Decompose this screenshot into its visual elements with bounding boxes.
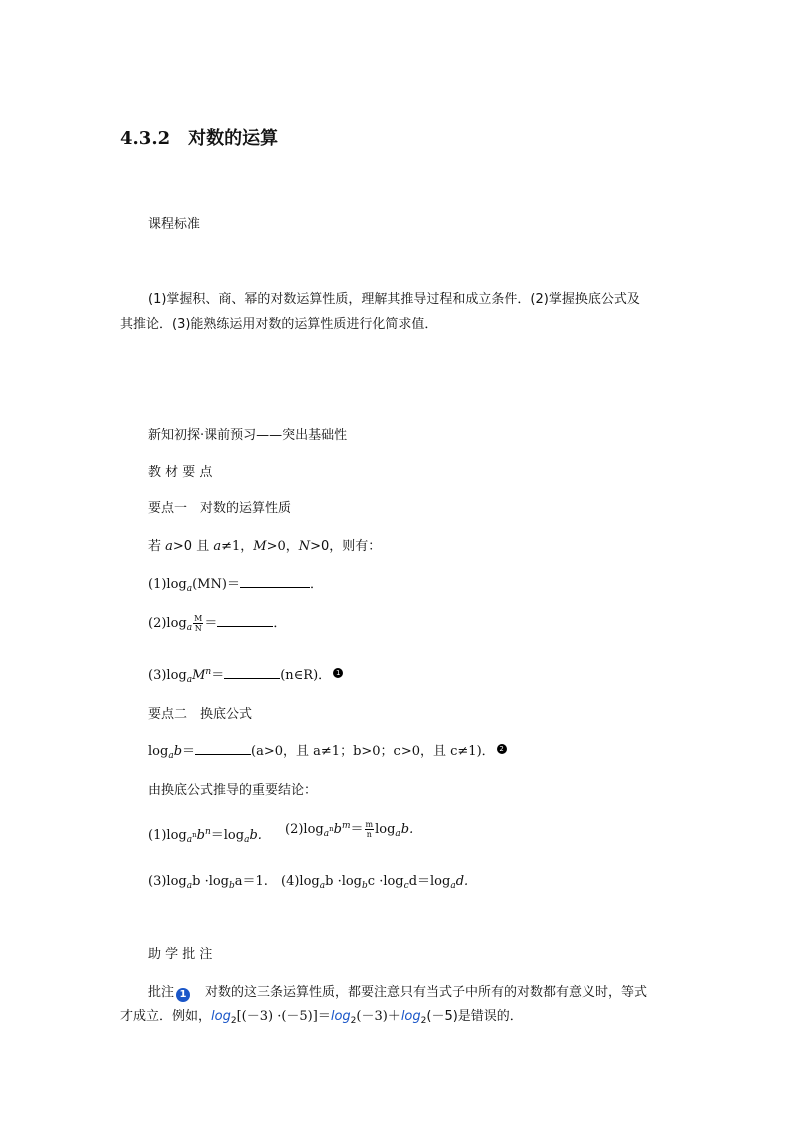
conclusion-4: $(4)\log_ab \cdot\log_bc \cdot\log_cd=\log_ad$. bbox=[281, 874, 469, 891]
answer-blank[interactable] bbox=[224, 666, 280, 679]
formula-3: $(3)\log_aM^n=$ (n∈R)． 1 bbox=[148, 664, 343, 685]
conclusion-2: $(2)\log_{a^n}b^m=$ $\frac{m}{n}$ $\log_ab$. bbox=[285, 820, 414, 839]
formula-change-of-base: $\log_ab= (a>0$，且 a≠1；b>0；c>0，且 c≠1)． 2 bbox=[148, 740, 507, 761]
annotation-1-icon: 1 bbox=[176, 988, 190, 1002]
standard-text-line2: 其推论．(3)能熟练运用对数的运算性质进行化简求值． bbox=[120, 317, 438, 332]
section-heading-help: 助 学 批 注 bbox=[148, 947, 213, 962]
annotation-line1: 批注 1 对数的这三条运算性质，都要注意只有当式子中所有的对数都有意义时，等式 bbox=[148, 985, 648, 1000]
point2-title: 要点二 换底公式 bbox=[148, 707, 253, 722]
answer-blank[interactable] bbox=[217, 614, 273, 627]
derive-text: 由换底公式推导的重要结论： bbox=[148, 783, 318, 798]
section-heading-standard: 课程标准 bbox=[148, 217, 201, 232]
point1-condition: 若 a>0 且 a≠1，M>0，N>0，则有： bbox=[148, 539, 382, 554]
page-title: 4.3.2 对数的运算 bbox=[120, 128, 279, 149]
annotation-line2: 才成立．例如，$\log_2[(-3) \cdot(-5)]=\log_2(-3)+\log_2(-5)$是错误的． bbox=[120, 1009, 523, 1026]
note-1-icon[interactable]: 1 bbox=[333, 668, 343, 678]
section-heading-preview: 新知初探·课前预习——突出基础性 bbox=[148, 428, 348, 443]
fraction-m-n: $\frac{M}{N}$ bbox=[194, 614, 203, 633]
point1-title: 要点一 对数的运算性质 bbox=[148, 501, 292, 516]
standard-text-line1: (1)掌握积、商、幂的对数运算性质，理解其推导过程和成立条件．(2)掌握换底公式及 bbox=[148, 292, 640, 307]
answer-blank[interactable] bbox=[195, 742, 251, 755]
section-heading-points: 教 材 要 点 bbox=[148, 465, 213, 480]
formula-1: $(1)\log_a(MN)=$ ． bbox=[148, 577, 323, 594]
answer-blank[interactable] bbox=[240, 575, 310, 588]
formula-2: $(2)\log_a$ $\frac{M}{N}$ ＝ ． bbox=[148, 614, 287, 633]
conclusion-1: $(1)\log_{a^n}b^n=\log_ab$. bbox=[148, 827, 262, 845]
fraction-m-over-n: $\frac{m}{n}$ bbox=[365, 820, 374, 839]
note-2-icon[interactable]: 2 bbox=[497, 744, 507, 754]
conclusion-3: $(3)\log_ab \cdot\log_ba=1$. bbox=[148, 874, 268, 891]
